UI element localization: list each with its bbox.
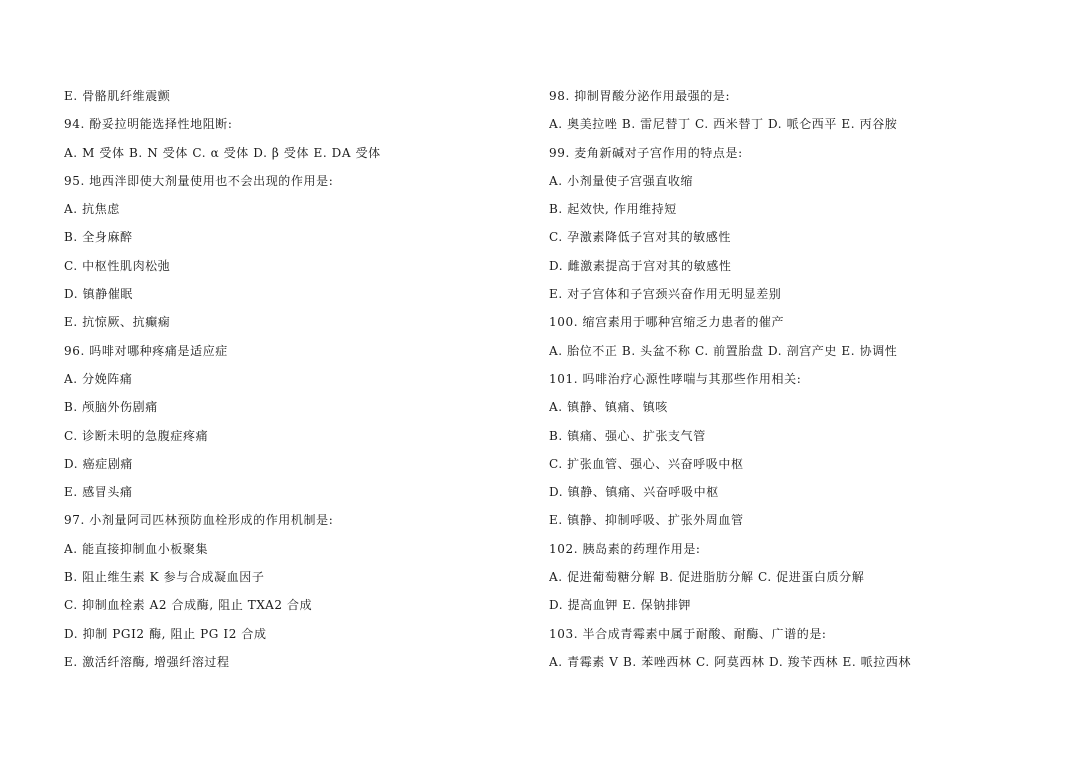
- question-96: 96. 吗啡对哪种疼痛是适应症: [64, 343, 228, 358]
- question-98: 98. 抑制胃酸分泌作用最强的是:: [549, 89, 731, 103]
- answer-option: D. 镇静催眠: [64, 287, 134, 302]
- answer-options: A. 胎位不正 B. 头盆不称 C. 前置胎盘 D. 剖宫产史 E. 协调性: [549, 343, 898, 358]
- question-97: 97. 小剂量阿司匹林预防血栓形成的作用机制是:: [64, 513, 334, 528]
- question-95: 95. 地西泮即使大剂量使用也不会出现的作用是:: [64, 173, 334, 188]
- answer-option: C. 抑制血栓素 A2 合成酶, 阻止 TXA2 合成: [64, 598, 313, 613]
- answer-option: D. 抑制 PGI2 酶, 阻止 PG I2 合成: [64, 626, 267, 641]
- question-100: 100. 缩宫素用于哪种宫缩乏力患者的催产: [549, 315, 785, 330]
- answer-options: A. 奥美拉唑 B. 雷尼替丁 C. 西米替丁 D. 哌仑西平 E. 丙谷胺: [549, 117, 898, 132]
- answer-option: E. 抗惊厥、抗癫痫: [64, 315, 171, 330]
- right-column: [549, 86, 1009, 680]
- answer-options: A. 青霉素 V B. 苯唑西林 C. 阿莫西林 D. 羧苄西林 E. 哌拉西林: [549, 654, 912, 669]
- answer-option: C. 诊断未明的急腹症疼痛: [64, 428, 209, 443]
- answer-option: E. 对子宫体和子宫颈兴奋作用无明显差别: [549, 287, 782, 302]
- question-99: 99. 麦角新碱对子宫作用的特点是:: [549, 145, 743, 160]
- answer-option: D. 癌症剧痛: [64, 456, 134, 471]
- answer-options: A. M 受体 B. N 受体 C. α 受体 D. β 受体 E. DA 受体: [64, 145, 381, 160]
- answer-option: A. 镇静、镇痛、镇咳: [549, 400, 668, 415]
- left-column: [64, 86, 524, 680]
- answer-option: D. 镇静、镇痛、兴奋呼吸中枢: [549, 485, 719, 500]
- answer-options: D. 提高血钾 E. 保钠排钾: [549, 598, 692, 613]
- question-103: 103. 半合成青霉素中属于耐酸、耐酶、广谱的是:: [549, 626, 827, 641]
- answer-option: A. 小剂量使子宫强直收缩: [549, 173, 694, 188]
- answer-option: E. 感冒头痛: [64, 485, 133, 500]
- answer-option: B. 全身麻醉: [64, 230, 133, 245]
- answer-option: C. 扩张血管、强心、兴奋呼吸中枢: [549, 456, 744, 471]
- answer-option: E. 骨骼肌纤维震颤: [64, 89, 171, 103]
- answer-options: A. 促进葡萄糖分解 B. 促进脂肪分解 C. 促进蛋白质分解: [549, 570, 865, 585]
- answer-option: B. 起效快, 作用维持短: [549, 202, 677, 217]
- question-102: 102. 胰岛素的药理作用是:: [549, 541, 701, 556]
- question-101: 101. 吗啡治疗心源性哮喘与其那些作用相关:: [549, 371, 802, 386]
- answer-option: A. 分娩阵痛: [64, 371, 133, 386]
- answer-option: A. 抗焦虑: [64, 202, 120, 217]
- answer-option: C. 孕激素降低子宫对其的敏感性: [549, 230, 731, 245]
- answer-option: E. 激活纤溶酶, 增强纤溶过程: [64, 654, 230, 669]
- answer-option: D. 雌激素提高于宫对其的敏感性: [549, 258, 732, 273]
- answer-option: B. 颅脑外伤剧痛: [64, 400, 158, 415]
- answer-option: B. 镇痛、强心、扩张支气管: [549, 428, 706, 443]
- answer-option: E. 镇静、抑制呼吸、扩张外周血管: [549, 513, 744, 528]
- answer-option: A. 能直接抑制血小板聚集: [64, 541, 209, 556]
- answer-option: C. 中枢性肌肉松弛: [64, 258, 171, 273]
- question-94: 94. 酚妥拉明能选择性地阻断:: [64, 117, 233, 132]
- answer-option: B. 阻止维生素 K 参与合成凝血因子: [64, 570, 265, 585]
